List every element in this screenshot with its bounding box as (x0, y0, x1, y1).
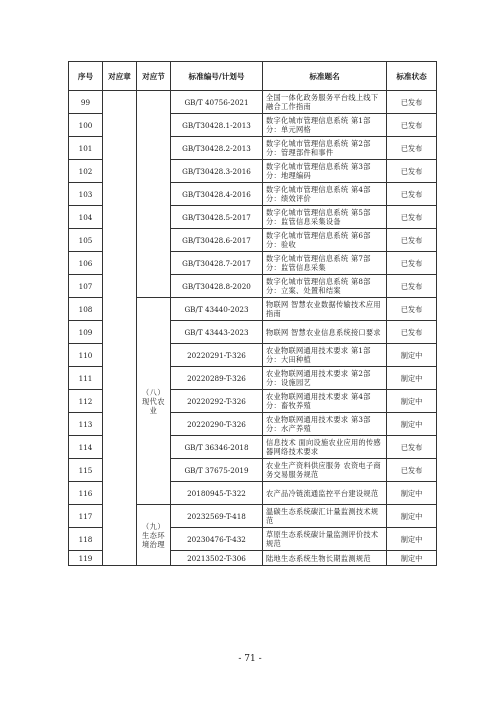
standard-status: 已发布 (387, 275, 437, 298)
standard-code: GB/T30428.1-2013 (171, 114, 263, 137)
standard-name: 农业生产资料供应服务 农资电子商务交易服务规范 (263, 459, 387, 482)
standard-status: 已发布 (387, 436, 437, 459)
standard-status: 已发布 (387, 183, 437, 206)
header-code: 标准编号/计划号 (171, 62, 263, 91)
row-number: 113 (69, 413, 103, 436)
standard-code: 20220290-T-326 (171, 413, 263, 436)
row-number: 118 (69, 528, 103, 551)
standard-name: 农业物联网通用技术要求 第3部分：水产养殖 (263, 413, 387, 436)
standard-status: 制定中 (387, 482, 437, 505)
standard-name: 物联网 智慧农业信息系统接口要求 (263, 321, 387, 344)
standard-code: 20220289-T-326 (171, 367, 263, 390)
standard-status: 已发布 (387, 252, 437, 275)
standard-code: GB/T30428.7-2017 (171, 252, 263, 275)
chapter-cell (103, 91, 137, 566)
row-number: 119 (69, 551, 103, 566)
standard-status: 制定中 (387, 367, 437, 390)
table-header-row (69, 62, 437, 91)
standard-code: GB/T 40756-2021 (171, 91, 263, 114)
standard-status: 制定中 (387, 528, 437, 551)
standard-name: 数字化城市管理信息系统 第5部分：监管信息采集设备 (263, 206, 387, 229)
standard-name: 农业物联网通用技术要求 第4部分：畜牧养殖 (263, 390, 387, 413)
standard-status: 制定中 (387, 505, 437, 528)
standard-status: 已发布 (387, 91, 437, 114)
standard-status: 已发布 (387, 321, 437, 344)
standard-status: 制定中 (387, 344, 437, 367)
row-number: 100 (69, 114, 103, 137)
standard-name: 温碳生态系统碳汇计量监测技术规范 (263, 505, 387, 528)
standard-name: 农业物联网通用技术要求 第2部分：设施园艺 (263, 367, 387, 390)
row-number: 112 (69, 390, 103, 413)
standard-status: 已发布 (387, 298, 437, 321)
row-number: 101 (69, 137, 103, 160)
standard-name: 农业物联网通用技术要求 第1部分：大田种植 (263, 344, 387, 367)
row-number: 115 (69, 459, 103, 482)
standard-code: 20213502-T-306 (171, 551, 263, 566)
row-number: 111 (69, 367, 103, 390)
section-cell-empty (137, 91, 171, 298)
standard-status: 制定中 (387, 390, 437, 413)
standard-status: 已发布 (387, 229, 437, 252)
standard-name: 数字化城市管理信息系统 第7部分：监管信息采集 (263, 252, 387, 275)
standard-code: GB/T30428.8-2020 (171, 275, 263, 298)
standard-name: 数字化城市管理信息系统 第1部分：单元网格 (263, 114, 387, 137)
header-section: 对应节 (137, 62, 171, 91)
header-status: 标准状态 (387, 62, 437, 91)
standard-status: 制定中 (387, 551, 437, 566)
row-number: 109 (69, 321, 103, 344)
standard-name: 草原生态系统碳计量监测评价技术规范 (263, 528, 387, 551)
row-number: 103 (69, 183, 103, 206)
section-ecology: （九）生态环境治理 (137, 505, 171, 566)
row-number: 105 (69, 229, 103, 252)
standard-code: GB/T30428.6-2017 (171, 229, 263, 252)
standard-code: GB/T 37675-2019 (171, 459, 263, 482)
row-number: 106 (69, 252, 103, 275)
standard-code: GB/T 36346-2018 (171, 436, 263, 459)
standard-name: 农产品冷链流通监控平台建设规范 (263, 482, 387, 505)
standard-status: 已发布 (387, 160, 437, 183)
standard-status: 已发布 (387, 114, 437, 137)
standard-name: 数字化城市管理信息系统 第2部分：管理部件和事件 (263, 137, 387, 160)
standard-code: 20220292-T-326 (171, 390, 263, 413)
row-number: 99 (69, 91, 103, 114)
row-number: 116 (69, 482, 103, 505)
standard-name: 信息技术 面向设施农业应用的传感器网络技术要求 (263, 436, 387, 459)
standard-code: 20232569-T-418 (171, 505, 263, 528)
standard-code: GB/T 43443-2023 (171, 321, 263, 344)
page-number: - 71 - (238, 654, 262, 664)
standard-code: GB/T30428.4-2016 (171, 183, 263, 206)
header-name: 标准题名 (263, 62, 387, 91)
table-row (69, 91, 437, 114)
row-number: 117 (69, 505, 103, 528)
standard-code: 20230476-T-432 (171, 528, 263, 551)
row-number: 107 (69, 275, 103, 298)
standard-name: 数字化城市管理信息系统 第8部分：立案、处置和结案 (263, 275, 387, 298)
standard-code: GB/T30428.2-2013 (171, 137, 263, 160)
standard-name: 数字化城市管理信息系统 第6部分：验收 (263, 229, 387, 252)
row-number: 104 (69, 206, 103, 229)
standard-status: 已发布 (387, 459, 437, 482)
standard-status: 已发布 (387, 137, 437, 160)
standard-code: GB/T30428.3-2016 (171, 160, 263, 183)
section-agriculture: （八）现代农业 (137, 298, 171, 505)
header-no: 序号 (69, 62, 103, 91)
standard-name: 数字化城市管理信息系统 第4部分：绩效评价 (263, 183, 387, 206)
standard-code: GB/T30428.5-2017 (171, 206, 263, 229)
row-number: 108 (69, 298, 103, 321)
row-number: 114 (69, 436, 103, 459)
standard-code: GB/T 43440-2023 (171, 298, 263, 321)
standard-code: 20220291-T-326 (171, 344, 263, 367)
standard-status: 已发布 (387, 206, 437, 229)
row-number: 102 (69, 160, 103, 183)
standard-code: 20180945-T-322 (171, 482, 263, 505)
row-number: 110 (69, 344, 103, 367)
standard-status: 制定中 (387, 413, 437, 436)
header-chapter: 对应章 (103, 62, 137, 91)
standard-name: 全国一体化政务服务平台线上线下融合工作指南 (263, 91, 387, 114)
standards-table (68, 61, 437, 566)
standard-name: 陆地生态系统生物长期监测规范 (263, 551, 387, 566)
standard-name: 物联网 智慧农业数据传输技术应用指南 (263, 298, 387, 321)
standard-name: 数字化城市管理信息系统 第3部分：地理编码 (263, 160, 387, 183)
